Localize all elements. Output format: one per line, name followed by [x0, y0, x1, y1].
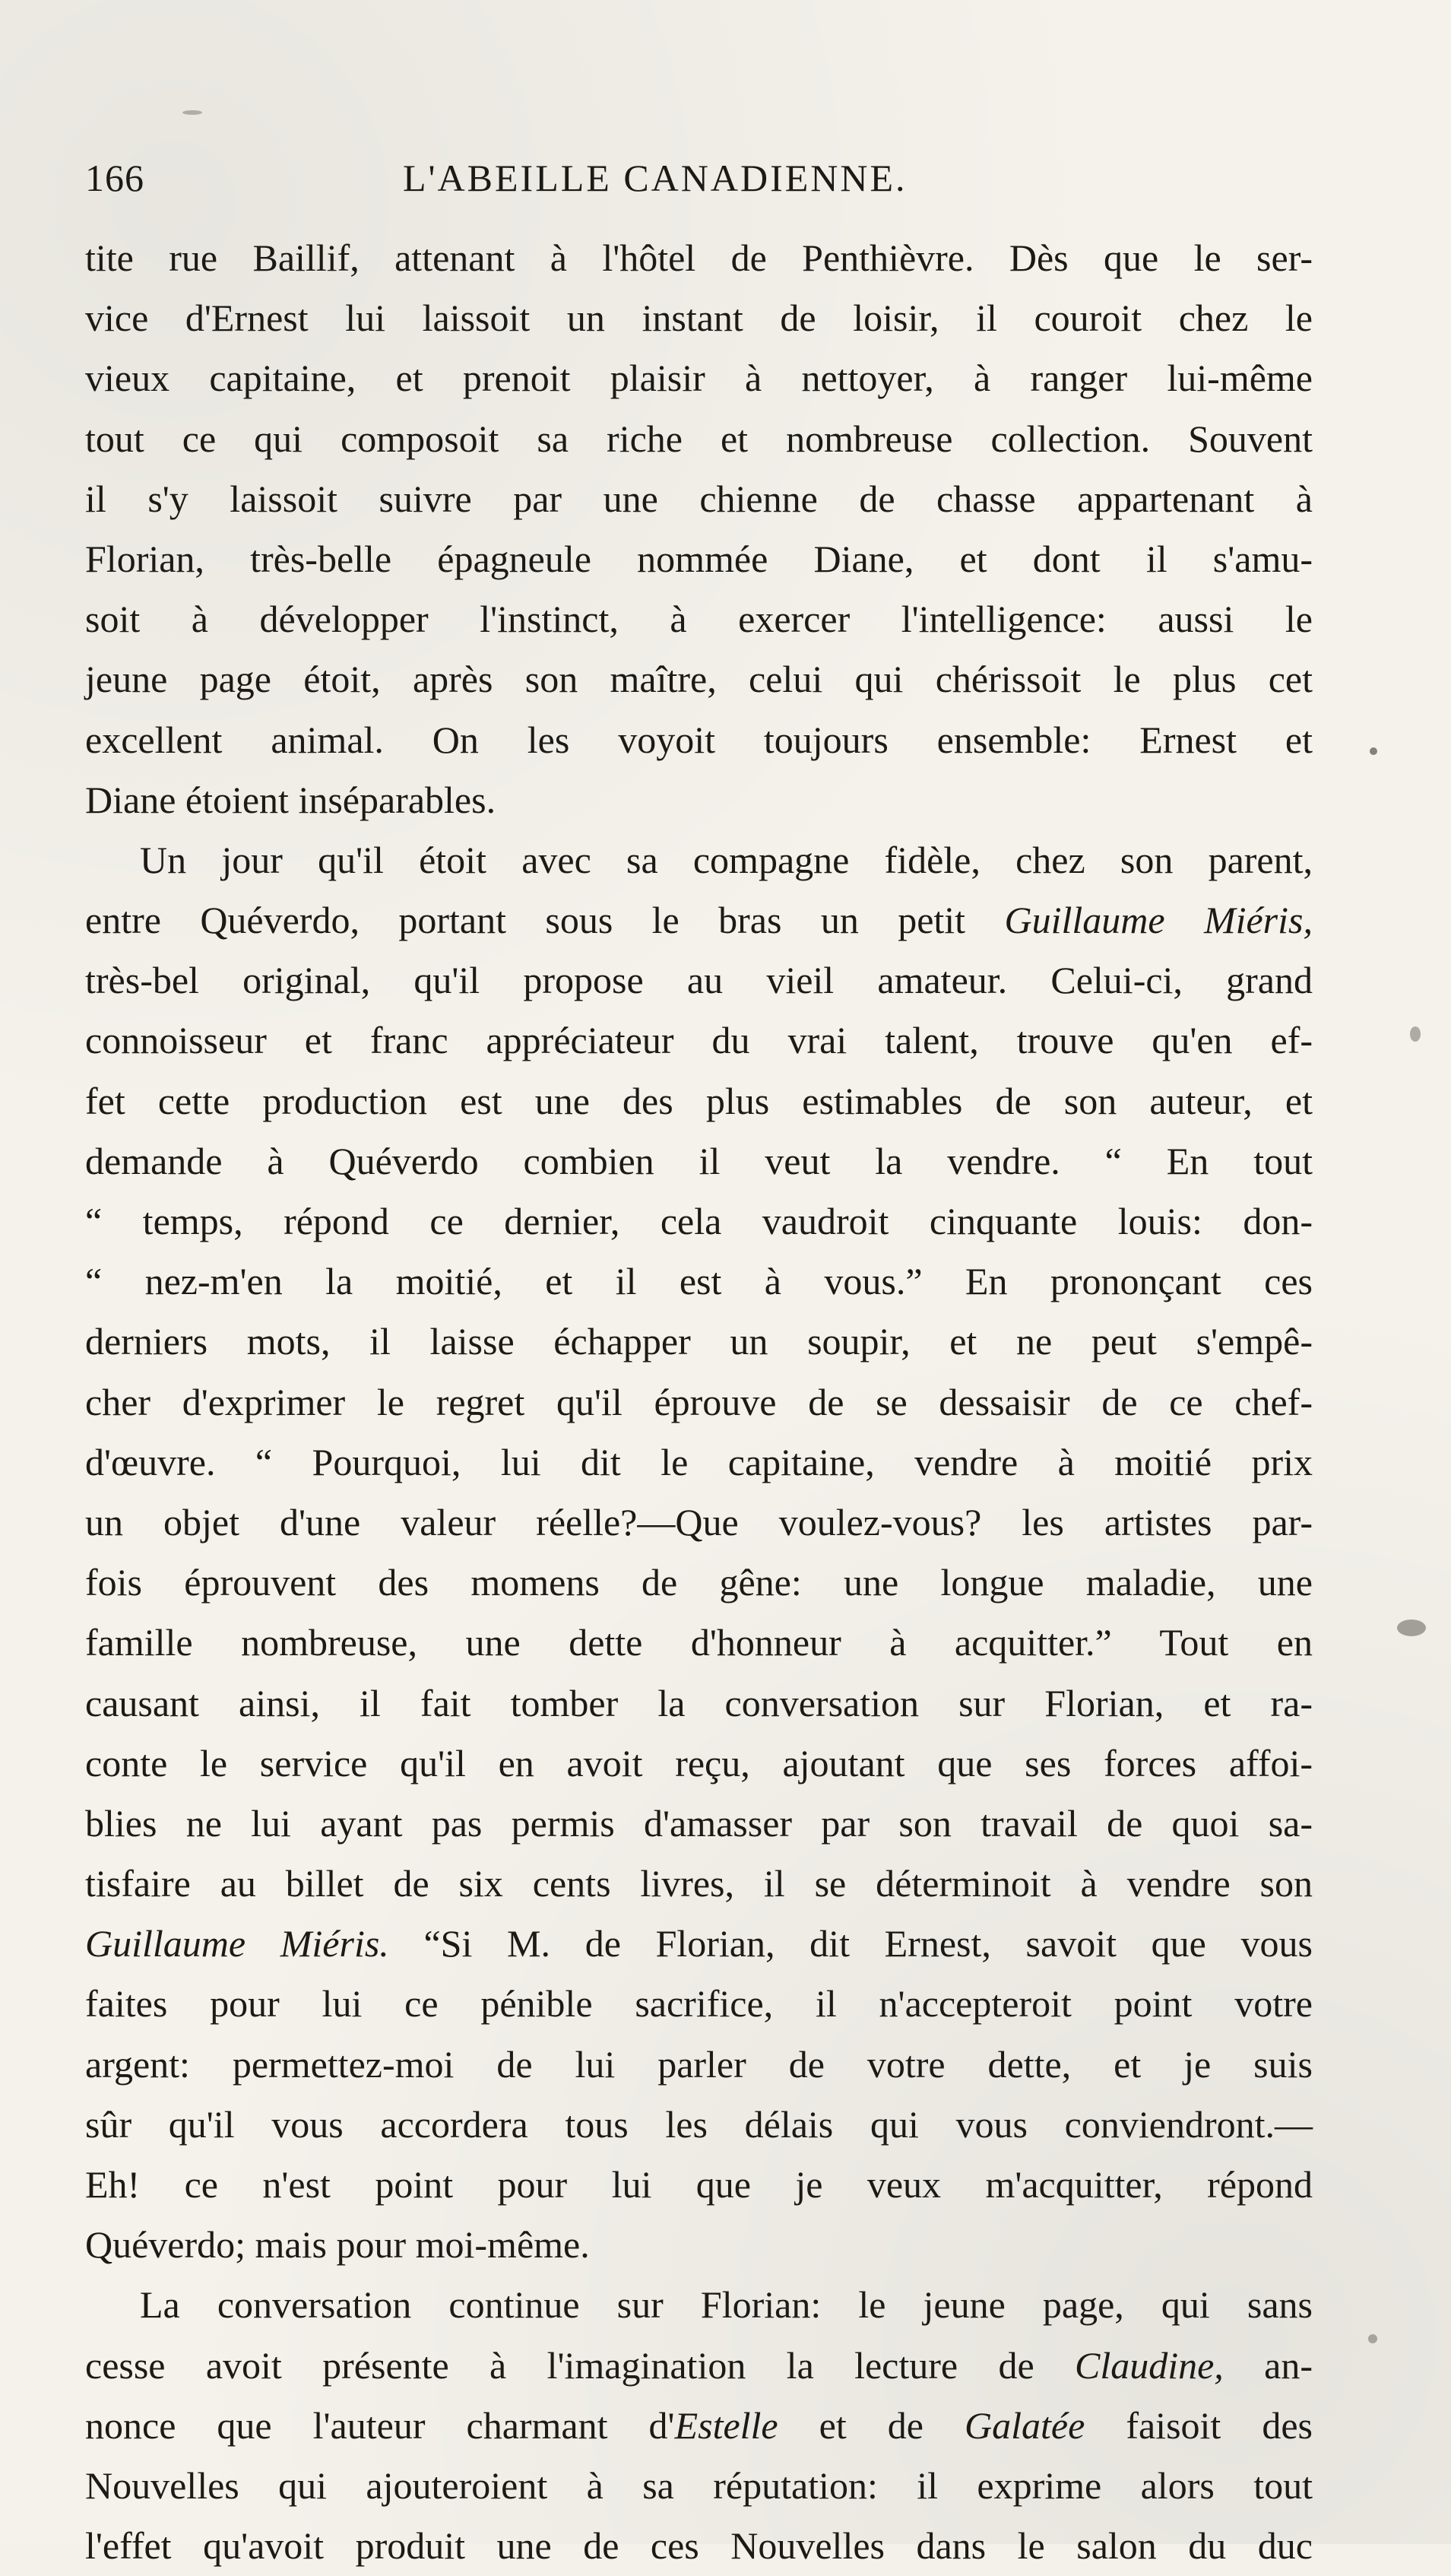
text-line: très-bel original, qu'il propose au vieil amateur. Celui-ci, grand: [85, 959, 1313, 1002]
text-line: “ temps, répond ce dernier, cela vaudroit cinquante louis: don-: [85, 1200, 1313, 1242]
text-line: cesse avoit présente à l'imagination la lecture de Claudine, an-: [85, 2343, 1313, 2387]
text-line: entre Quéverdo, portant sous le bras un petit Guillaume Miéris,: [85, 899, 1313, 942]
text-line: nonce que l'auteur charmant d'Estelle et de Galatée faisoit des: [85, 2403, 1313, 2447]
artwork-title: Guillaume Miéris,: [1004, 899, 1313, 942]
text-line: demande à Quéverdo combien il veut la vendre. “ En tout: [85, 1139, 1313, 1182]
text-line: Nouvelles qui ajouteroient à sa réputation: il exprime alors tout: [85, 2463, 1313, 2507]
text-line: jeune page étoit, après son maître, celui qui chérissoit le plus cet: [85, 658, 1313, 701]
text-line: faites pour lui ce pénible sacrifice, il n'accepteroit point votre: [85, 1982, 1313, 2026]
text-line: l'effet qu'avoit produit une de ces Nouvelles dans le salon du duc: [85, 2524, 1313, 2568]
running-title: L'ABEILLE CANADIENNE.: [403, 157, 908, 199]
scan-speck: [182, 110, 202, 115]
text-line: fet cette production est une des plus estimables de son auteur, et: [85, 1079, 1313, 1122]
text-line: fois éprouvent des momens de gêne: une longue maladie, une: [85, 1561, 1313, 1604]
scan-speck: [1397, 1620, 1426, 1636]
scan-speck: [1410, 1026, 1421, 1042]
text-line: argent: permettez-moi de lui parler de votre dette, et je suis: [85, 2042, 1313, 2086]
text-line: tisfaire au billet de six cents livres, il se déterminoit à vendre son: [85, 1862, 1313, 1905]
text-line: tout ce qui composoit sa riche et nombreuse collection. Souvent: [85, 417, 1313, 460]
text-line: Quéverdo; mais pour moi-même.: [85, 2223, 590, 2267]
scan-speck: [1368, 2334, 1377, 2343]
text-line: vieux capitaine, et prenoit plaisir à nettoyer, à ranger lui-même: [85, 357, 1313, 400]
artwork-title: Guillaume Miéris.: [85, 1922, 389, 1965]
page-number: 166: [85, 157, 144, 199]
book-title: Claudine,: [1074, 2343, 1224, 2387]
text-line: Un jour qu'il étoit avec sa compagne fidèle, chez son parent,: [140, 838, 1313, 881]
text-line: un objet d'une valeur réelle?—Que voulez-vous? les artistes par-: [85, 1500, 1313, 1543]
text-line: tite rue Baillif, attenant à l'hôtel de Penthièvre. Dès que le ser-: [85, 236, 1313, 279]
text-line: Diane étoient inséparables.: [85, 778, 496, 821]
text-line: famille nombreuse, une dette d'honneur à acquitter.” Tout en: [85, 1621, 1313, 1664]
book-title: Galatée: [965, 2403, 1085, 2447]
text-line: il s'y laissoit suivre par une chienne de chasse appartenant à: [85, 477, 1313, 520]
text-line: Florian, très-belle épagneule nommée Diane, et dont il s'amu-: [85, 537, 1313, 580]
running-head: [85, 156, 1332, 217]
text-line: Guillaume Miéris. “Si M. de Florian, dit Ernest, savoit que vous: [85, 1922, 1313, 1965]
text-line: d'œuvre. “ Pourquoi, lui dit le capitaine, vendre à moitié prix: [85, 1440, 1313, 1483]
text-line: vice d'Ernest lui laissoit un instant de loisir, il couroit chez le: [85, 297, 1313, 340]
text-line: sûr qu'il vous accordera tous les délais qui vous conviendront.—: [85, 2102, 1313, 2146]
scan-speck: [1370, 747, 1377, 755]
text-line: Eh! ce n'est point pour lui que je veux m'acquitter, répond: [85, 2163, 1313, 2206]
text-line: connoisseur et franc appréciateur du vrai talent, trouve qu'en ef-: [85, 1019, 1313, 1062]
text-line: “ nez-m'en la moitié, et il est à vous.” En prononçant ces: [85, 1260, 1313, 1303]
text-line: excellent animal. On les voyoit toujours ensemble: Ernest et: [85, 718, 1313, 761]
text-line: conte le service qu'il en avoit reçu, ajoutant que ses forces affoi-: [85, 1741, 1313, 1784]
text-line: causant ainsi, il fait tomber la conversation sur Florian, et ra-: [85, 1681, 1313, 1724]
text-line: soit à développer l'instinct, à exercer l'intelligence: aussi le: [85, 598, 1313, 641]
text-line: blies ne lui ayant pas permis d'amasser par son travail de quoi sa-: [85, 1801, 1313, 1845]
text-line: La conversation continue sur Florian: le jeune page, qui sans: [140, 2283, 1313, 2327]
book-title: Estelle: [674, 2403, 778, 2447]
text-line: cher d'exprimer le regret qu'il éprouve de se dessaisir de ce chef-: [85, 1380, 1313, 1423]
body-text: [85, 228, 1313, 2576]
text-line: derniers mots, il laisse échapper un soupir, et ne peut s'empê-: [85, 1320, 1313, 1363]
